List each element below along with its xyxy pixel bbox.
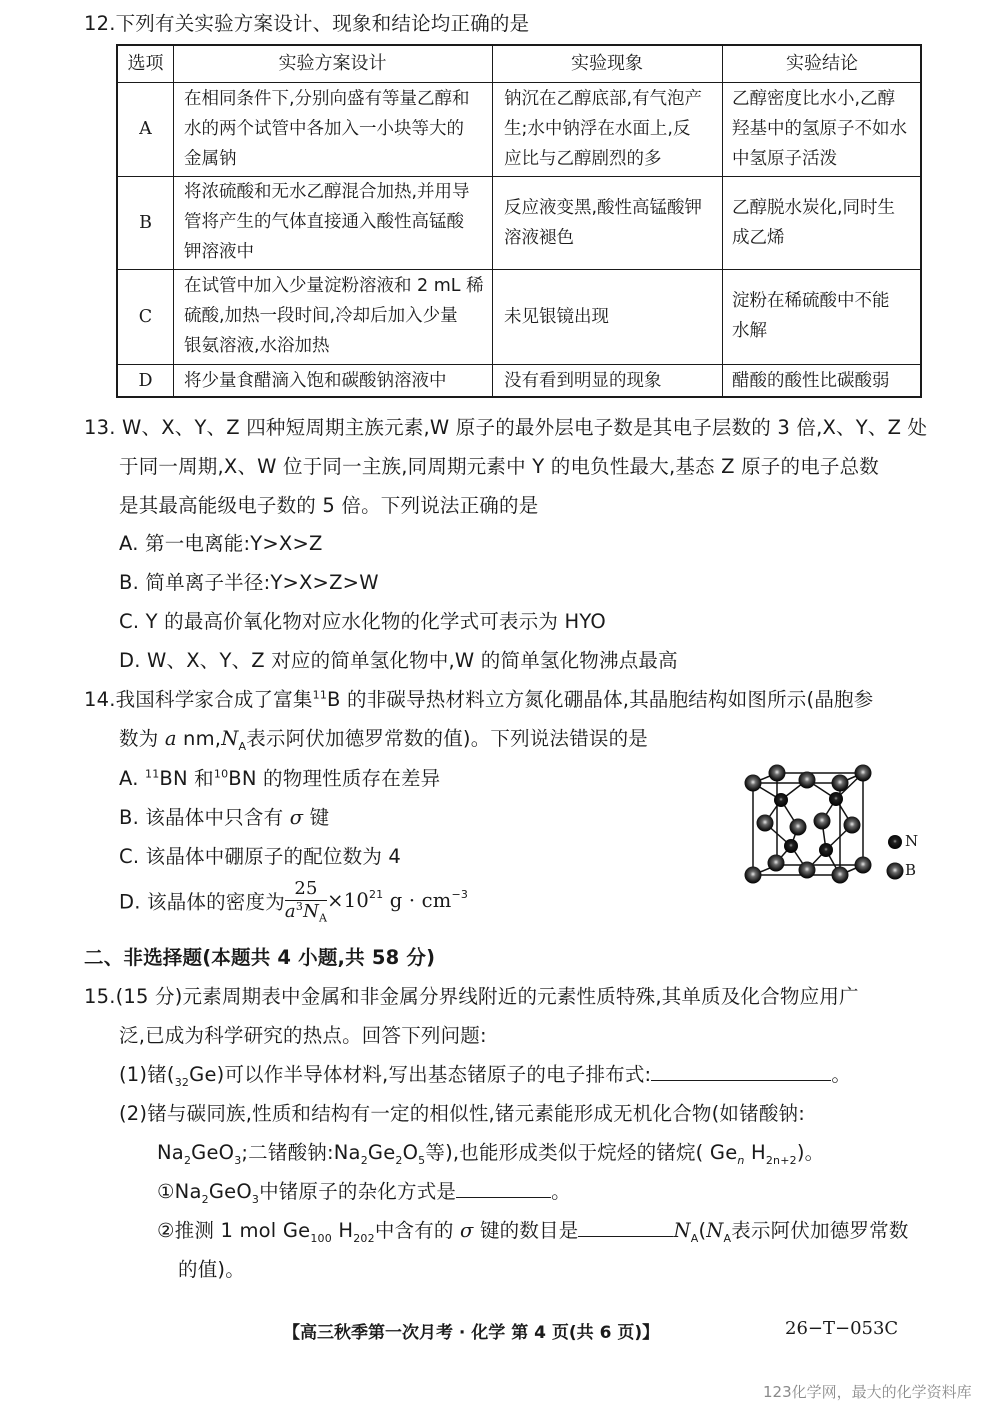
formula: H [331, 1219, 354, 1242]
table-row-a-option: A [139, 119, 152, 139]
table-row-divider [118, 269, 920, 270]
text: 表示阿伏加德罗常数 [731, 1219, 909, 1242]
q13-stem-line2: 于同一周期,X、W 位于同一主族,同周期元素中 Y 的电负性最大,基态 Z 原子的电子总数 [119, 455, 879, 478]
q14-stem-text: nm, [176, 727, 222, 750]
table-row-d-phenomenon: 没有看到明显的现象 [504, 371, 662, 391]
q14-opt-d-prefix: D. 该晶体的密度为 [119, 890, 285, 914]
answer-blank-hybridization[interactable] [456, 1179, 551, 1198]
text: ;二锗酸钠: [241, 1141, 334, 1164]
q14-opt-a-sup1: 11 [145, 767, 160, 781]
q12-stem: 12.下列有关实验方案设计、现象和结论均正确的是 [84, 12, 530, 35]
q15-stem-line2: 泛,已成为科学研究的热点。回答下列问题: [119, 1024, 487, 1047]
table-row-b-option: B [139, 213, 152, 233]
q14-option-c: C. 该晶体中硼原子的配位数为 4 [119, 845, 402, 868]
formula-sub: 2 [183, 1153, 192, 1167]
text: )。 [796, 1141, 825, 1164]
table-row-a-design: 在相同条件下,分别向盛有等量乙醇和 水的两个试管中各加入一小块等大的 金属钠 [184, 89, 470, 169]
q14-stem-line1 [84, 684, 873, 712]
q14-isotope-mass: 11 [312, 688, 328, 702]
q15-part2-line2 [157, 1137, 824, 1165]
q15-p1-b: Ge)可以作半导体材料,写出基态锗原子的电子排布式: [189, 1063, 652, 1086]
table-col-divider [173, 46, 174, 396]
text: ①Na [157, 1180, 202, 1203]
table-row-b-phenomenon: 反应液变黑,酸性高锰酸钾 溶液褪色 [504, 198, 703, 248]
legend-label-n: N [905, 832, 919, 850]
q14-option-b [119, 802, 329, 830]
den-a: a [284, 901, 296, 922]
sigma-symbol: σ [289, 806, 304, 829]
q13-stem-line3: 是其最高能级电子数的 5 倍。下列说法正确的是 [119, 494, 539, 517]
formula-sub: 2n+2 [765, 1153, 797, 1167]
q15-sub2-line2: 的值)。 [178, 1258, 245, 1281]
paper-code: 26−T−053C [785, 1318, 899, 1339]
text: 等),也能形成类似于烷烃的锗烷( Ge [425, 1141, 738, 1164]
q14-opt-b-tail: 键 [303, 806, 330, 829]
den-exp: 3 [295, 900, 304, 913]
q14-stem-text: 表示阿伏加德罗常数的值)。下列说法错误的是 [246, 727, 649, 750]
q14-opt-a-text1: BN 和 [159, 767, 214, 790]
q14-opt-a-prefix: A. [119, 767, 145, 790]
formula-sub: 100 [310, 1231, 332, 1245]
table-row-c-option: C [138, 307, 153, 327]
answer-blank-electron-config[interactable] [651, 1062, 831, 1081]
q13-stem-line1: 13. W、X、Y、Z 四种短周期主族元素,W 原子的最外层电子数是其电子层数的 3 倍,X、Y、Z 处 [84, 416, 928, 439]
q15-stem-line1: 15.(15 分)元素周期表中金属和非金属分界线附近的元素性质特殊,其单质及化合物应用广 [84, 985, 859, 1008]
table-row-c-phenomenon: 未见银镜出现 [504, 307, 609, 327]
table-row-c-design: 在试管中加入少量淀粉溶液和 2 mL 稀 硫酸,加热一段时间,冷却后加入少量 银氨溶液,水浴加热 [184, 276, 484, 356]
formula-sub: A [723, 1231, 732, 1245]
formula-sub: 2 [395, 1153, 403, 1167]
q13-option-a: A. 第一电离能:Y>X>Z [119, 532, 323, 555]
q14-opt-d-exp: 21 [368, 888, 384, 901]
text: 中含有的 [374, 1219, 461, 1242]
text: 中锗原子的杂化方式是 [259, 1180, 457, 1203]
formula: GeO [191, 1141, 235, 1164]
q15-p1-atomic-number: 32 [174, 1075, 190, 1089]
table-row-d-design: 将少量食醋滴入饱和碳酸钠溶液中 [184, 371, 447, 391]
text: 。 [551, 1180, 571, 1203]
table-header-phenomenon: 实验现象 [571, 53, 643, 74]
q14-stem-line2 [119, 723, 648, 751]
q14-opt-a-text2: BN 的物理性质存在差异 [228, 767, 441, 790]
legend-b-icon [887, 863, 904, 880]
table-row-d-option: D [138, 371, 153, 391]
q14-var-a: a [164, 727, 177, 750]
q14-opt-b-text: B. 该晶体中只含有 [119, 806, 290, 829]
text: 键的数目是 [473, 1219, 579, 1242]
q14-na-sub: A [238, 739, 247, 753]
table-row-a-conclusion: 乙醇密度比水小,乙醇 羟基中的氢原子不如水 中氢原子活泼 [732, 89, 907, 169]
q15-part2-line1: (2)锗与碳同族,性质和结构有一定的相似性,锗元素能形成无机化合物(如锗酸钠: [119, 1102, 805, 1125]
formula-sub: 202 [353, 1231, 375, 1245]
na-symbol: N [673, 1219, 691, 1242]
table-header-option: 选项 [127, 53, 164, 74]
q14-stem-text: 数为 [119, 727, 165, 750]
table-row-divider [118, 364, 920, 365]
fraction-denominator [285, 901, 327, 923]
formula: H [744, 1141, 766, 1164]
table-row-a-phenomenon: 钠沉在乙醇底部,有气泡产 生;水中钠浮在水面上,反 应比与乙醇剧烈的多 [504, 89, 703, 169]
q14-opt-d-unit-exp: −3 [451, 888, 469, 901]
formula: Na [157, 1141, 184, 1164]
q13-option-c: C. Y 的最高价氧化物对应水化物的化学式可表示为 HYO [119, 610, 606, 633]
table-col-divider [722, 46, 723, 396]
q14-stem-text: 14.我国科学家合成了富集 [84, 688, 313, 711]
q14-stem-text: B 的非碳导热材料立方氮化硼晶体,其晶胞结构如图所示(晶胞参 [327, 688, 874, 711]
formula: Ge [367, 1141, 396, 1164]
q14-opt-d-unit: g · cm [383, 889, 452, 912]
page-footer: 【高三秋季第一次月考 · 化学 第 4 页(共 6 页)】 [283, 1323, 660, 1343]
table-row-b-design: 将浓硫酸和无水乙醇混合加热,并用导 管将产生的气体直接通入酸性高锰酸 钾溶液中 [184, 182, 470, 262]
q15-p1-a: (1)锗( [119, 1063, 175, 1086]
den-n: N [303, 901, 320, 922]
formula-sub: n [737, 1153, 745, 1167]
q14-option-a [119, 763, 440, 791]
den-sub: A [319, 911, 328, 925]
q13-option-b: B. 简单离子半径:Y>X>Z>W [119, 571, 379, 594]
fraction-numerator: 25 [285, 878, 327, 901]
nitrogen-atoms [774, 792, 843, 857]
formula-sub: 2 [360, 1153, 368, 1167]
table-col-divider [492, 46, 493, 396]
q14-option-d [119, 878, 468, 923]
watermark: 123化学网，最大的化学资料库 [763, 1383, 972, 1401]
q13-option-d: D. W、X、Y、Z 对应的简单氢化物中,W 的简单氢化物沸点最高 [119, 649, 678, 672]
q15-sub1 [157, 1176, 571, 1204]
q14-opt-a-sup2: 10 [213, 767, 229, 781]
q15-p1-end: 。 [831, 1063, 852, 1086]
formula-sub: A [690, 1231, 699, 1245]
legend-n-icon [888, 835, 902, 849]
experiment-table [116, 44, 922, 398]
q15-part1 [119, 1059, 851, 1087]
formula: O [402, 1141, 419, 1164]
formula-sub: 5 [418, 1153, 426, 1167]
legend-label-b: B [905, 861, 917, 879]
text: ( [698, 1219, 707, 1242]
q14-opt-d-times: ×10 [327, 889, 369, 912]
table-row-divider [118, 82, 920, 83]
formula: Na [333, 1141, 361, 1164]
formula: GeO [208, 1180, 252, 1203]
density-fraction [285, 878, 327, 923]
q15-sub2 [157, 1215, 909, 1243]
table-row-b-conclusion: 乙醇脱水炭化,同时生 成乙烯 [732, 198, 896, 248]
sigma-symbol: σ [460, 1219, 474, 1242]
table-row-c-conclusion: 淀粉在稀硫酸中不能 水解 [732, 291, 890, 341]
table-row-d-conclusion: 醋酸的酸性比碳酸弱 [732, 371, 890, 391]
na-symbol: N [706, 1219, 724, 1242]
formula-sub: 3 [251, 1192, 260, 1206]
table-header-design: 实验方案设计 [278, 53, 387, 74]
formula-sub: 2 [201, 1192, 209, 1206]
section-title: 二、非选择题(本题共 4 小题,共 58 分) [84, 946, 436, 969]
answer-blank-sigma-bonds[interactable] [578, 1218, 673, 1237]
q14-na: N [221, 727, 239, 750]
text: ②推测 1 mol Ge [157, 1219, 311, 1242]
formula-sub: 3 [234, 1153, 242, 1167]
table-header-conclusion: 实验结论 [786, 53, 858, 74]
